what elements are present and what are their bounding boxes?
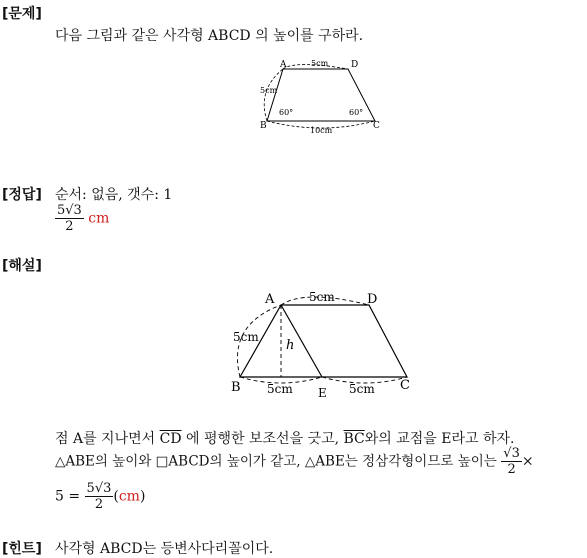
left-length: 5cm <box>260 86 278 95</box>
line3-fraction <box>85 481 114 512</box>
answer-denominator: 2 <box>65 219 74 234</box>
segment-bc: $\overline{BC}$ <box>343 431 365 447</box>
explanation-line-2 <box>55 446 534 477</box>
explanation-tag: [해설] <box>2 258 42 274</box>
line3-denominator: 2 <box>94 497 104 512</box>
answer-fraction <box>55 203 84 234</box>
vertex-c: C <box>400 378 410 393</box>
line3-text: 5 = <box>55 488 81 505</box>
answer-value <box>55 203 109 234</box>
open-paren: ( <box>113 488 119 505</box>
height-label: h <box>286 338 295 353</box>
explanation-line-1 <box>55 428 515 448</box>
vertex-b: B <box>260 121 267 131</box>
top-length: 5cm <box>309 290 335 304</box>
vertex-d: D <box>367 292 378 307</box>
problem-figure <box>255 55 390 137</box>
bottom-length: 10cm <box>310 126 333 135</box>
explanation-figure <box>225 285 420 400</box>
problem-tag: [문제] <box>2 6 42 22</box>
line2-denominator: 2 <box>507 462 516 477</box>
line1-text-c: 와의 교점을 E라고 하자. <box>364 431 515 447</box>
segment-cd: $\overline{CD}$ <box>159 431 182 447</box>
vertex-c: C <box>373 121 380 131</box>
line3-unit: cm <box>118 488 140 505</box>
hint-text: 사각형 ABCD는 등변사다리꼴이다. <box>55 541 274 557</box>
answer-meta: 순서: 없음, 갯수: 1 <box>55 187 173 203</box>
ec-length: 5cm <box>349 382 375 396</box>
line2-text: △ABE의 높이와 □ABCD의 높이가 같고, △ABE는 정삼각형이므로 높이는 <box>55 453 497 470</box>
left-length: 5cm <box>233 330 259 344</box>
explanation-line-3 <box>55 481 145 512</box>
vertex-b: B <box>231 380 241 395</box>
line3-numerator: 5√3 <box>86 481 112 496</box>
line2-numerator: √3 <box>503 446 520 461</box>
hint-tag: [힌트] <box>2 541 42 557</box>
trapezoid-shape <box>240 305 407 377</box>
line1-text-a: 점 A를 지나면서 <box>55 431 156 447</box>
vertex-d: D <box>351 60 359 70</box>
angle-c: 60° <box>349 108 364 117</box>
answer-unit: cm <box>88 210 110 227</box>
top-length: 5cm <box>311 59 329 68</box>
vertex-e: E <box>318 386 327 400</box>
be-length: 5cm <box>267 382 293 396</box>
line1-text-b: 에 평행한 보조선을 긋고, <box>186 431 340 447</box>
close-paren: ) <box>139 488 146 505</box>
angle-b: 60° <box>279 108 294 117</box>
times-sign: × <box>521 453 534 470</box>
answer-numerator: 5√3 <box>57 203 82 218</box>
answer-tag: [정답] <box>2 187 42 203</box>
line2-fraction <box>501 446 522 477</box>
vertex-a: A <box>280 60 287 70</box>
vertex-a: A <box>265 292 275 307</box>
problem-text: 다음 그림과 같은 사각형 ABCD 의 높이를 구하라. <box>55 28 364 44</box>
